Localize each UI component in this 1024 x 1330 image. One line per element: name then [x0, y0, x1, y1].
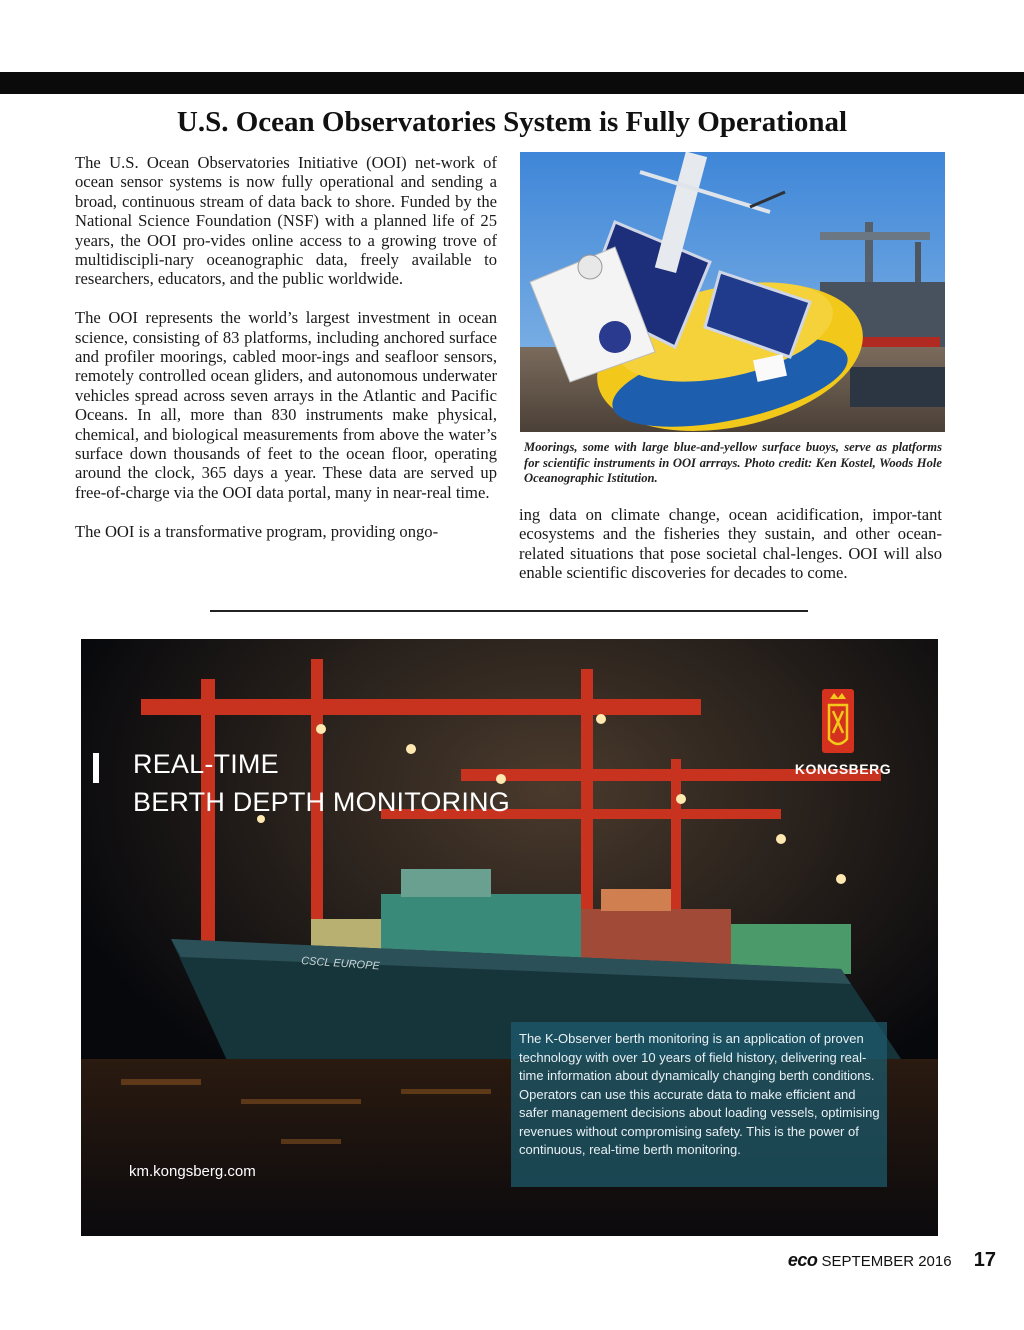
ad-body-text: The K-Observer berth monitoring is an application of proven technology with over 10 years of field history, delivering real-time information about dynamically changing berth conditions. Operators can use this accurate data to make efficient and safer management decisions about loading vessels, optimising revenues without compromising safety. This is the power of continuous, real-time berth monitoring.	[519, 1031, 880, 1157]
buoy-photo	[520, 152, 945, 432]
article-title: U.S. Ocean Observatories System is Fully Operational	[176, 106, 848, 138]
article-paragraph-3: The OOI is a transformative program, providing ongo-	[75, 521, 439, 541]
article-right-column	[519, 505, 942, 602]
kongsberg-brand: KONGSBERG	[794, 761, 892, 777]
ad-headline-line-1: REAL-TIME	[133, 749, 279, 779]
issue-date: SEPTEMBER 2016	[821, 1253, 952, 1270]
magazine-logo: eco	[787, 1250, 818, 1270]
page-number: 17	[973, 1249, 996, 1271]
article-left-column	[75, 153, 497, 560]
headline-marker	[93, 753, 99, 783]
article-paragraph-1: The U.S. Ocean Observatories Initiative (OOI) net-work of ocean sensor systems is now fully operational and sending a broad, continuous stream of data back to shore. Funded by the National Science Foundation (NSF) with a planned life of 25 years, the OOI pro-vides online access to a growing trove of multidiscipli-nary oceanographic data, freely available to researchers, educators, and the public worldwide.	[75, 153, 497, 289]
ad-headline	[133, 745, 510, 821]
article-paragraph-2: The OOI represents the world’s largest investment in ocean science, consisting of 83 platforms, including anchored surface and profiler moorings, cabled moor-ings and seafloor sensors, remotely controlled ocean gliders, and autonomous underwater vehicles spread across seven arrays in the Atlantic and Pacific Oceans. In all, more than 830 instruments make physical, chemical, and biological measurements from above the water’s surface down thousands of feet to the ocean floor, operating around the clock, 365 days a year. These data are served up free-of-charge via the OOI data portal, many in near-real time.	[75, 308, 497, 502]
ship-name-label: CSCL EUROPE	[300, 955, 381, 973]
article-continuation: ing data on climate change, ocean acidification, impor-tant ecosystems and the fisheries they sustain, and other ocean-related situations that pose societal chal-lenges. OOI will also enable scientific discoveries for decades to come.	[519, 505, 942, 583]
ad-website-link[interactable]: km.kongsberg.com	[129, 1163, 256, 1180]
ad-headline-line-2: BERTH DEPTH MONITORING	[133, 787, 510, 817]
top-black-bar	[0, 72, 1024, 94]
kongsberg-crest-icon	[822, 689, 854, 753]
article-divider	[210, 610, 808, 612]
kongsberg-advertisement	[81, 639, 938, 1236]
page-footer	[788, 1249, 996, 1272]
photo-caption: Moorings, some with large blue-and-yellow surface buoys, serve as platforms for scientific instruments in OOI arrrays. Photo credit: Ken Kostel, Woods Hole Oceanographic Istitution.	[524, 440, 942, 485]
